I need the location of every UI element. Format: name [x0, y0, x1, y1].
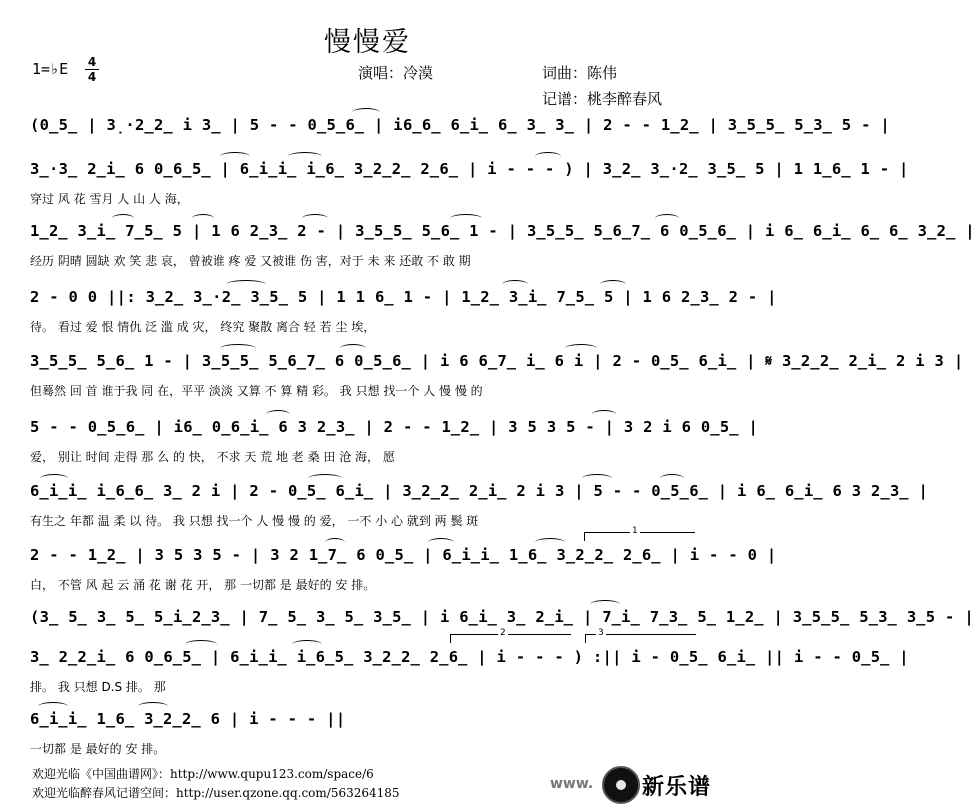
slur-mark	[600, 280, 626, 289]
footer-link-qzone[interactable]: 欢迎光临醉春风记谱空间：http://user.qzone.qq.com/563264185	[32, 786, 400, 800]
music-disc-icon	[602, 766, 640, 804]
score-title: 慢慢爱	[324, 27, 411, 58]
slur-mark	[220, 152, 250, 161]
notation-row: (3̲ 5̲ 3̲ 5̲ 5̲i̲2̲3̲ | 7̲ 5̲ 3̲ 5̲ 3̲5̲ | i 6̲i̲ 3̲ 2̲i̲ | 7̲i̲ 7̲3̲ 5̲ 1̲2̲ | 3̲5̲5̲ 5̲3̲ 3̲5 - |	[30, 608, 974, 626]
notation-row: (0̲5̲ | 3̣·2̲2̲ i 3̲ | 5 - - 0̲5̲6̲ | i6̲6̲ 6̲i̲ 6̲ 3̲ 3̲ | 2 - - 1̲2̲ | 3̲5̲5̲ 5̲3̲ 5 - |	[30, 116, 890, 134]
slur-mark	[302, 214, 328, 223]
slur-mark	[535, 152, 561, 161]
slur-mark	[592, 410, 616, 419]
slur-mark	[226, 280, 266, 289]
slur-mark	[138, 702, 168, 711]
volta-bracket-2	[450, 634, 571, 643]
volta-number-3: 3	[598, 628, 604, 638]
lyrics-row: 白， 不管 风 起 云 涌 花 谢 花 开， 那 一切都 是 最好的 安 排。	[30, 578, 376, 592]
site-logo[interactable]	[550, 762, 735, 808]
time-signature-bottom: 4	[87, 70, 97, 84]
slur-mark	[655, 214, 679, 223]
slur-mark	[38, 702, 68, 711]
slur-mark	[325, 538, 345, 547]
slur-mark	[502, 280, 528, 289]
slur-mark	[192, 214, 214, 223]
notation-row: 2 - 0 0 ||: 3̲2̲ 3̲·2̲ 3̲5̲ 5 | 1 1 6̲ 1 - | 1̲2̲ 3̲i̲ 7̲5̲ 5 | 1 6 2̲3̲ 2 - |	[30, 288, 777, 306]
slur-mark	[266, 410, 290, 419]
slur-mark	[428, 538, 454, 547]
lyrics-row: 穿过 风 花 雪月 人 山 人 海，	[30, 192, 189, 206]
notation-row: 6̲i̲i̲ i̲6̲6̲ 3̲ 2 i | 2 - 0̲5̲ 6̲i̲ | 3̲2̲2̲ 2̲i̲ 2 i 3 | 5 - - 0̲5̲6̲ | i 6̲ 6̲i̲ 6 3 2̲3̲ |	[30, 482, 929, 500]
slur-mark	[352, 108, 380, 117]
notation-row: 2 - - 1̲2̲ | 3 5 3 5 - | 3 2 1̲7̲ 6 0̲5̲ | 6̲i̲i̲ 1̲6̲ 3̲2̲2̲ 2̲6̲ | i - - 0 |	[30, 546, 777, 564]
slur-mark	[340, 344, 366, 353]
volta-number-2: 2	[500, 628, 506, 638]
slur-mark	[582, 474, 612, 483]
volta-number-1: 1	[632, 526, 638, 536]
composer-credit: 词曲：陈伟	[542, 64, 618, 82]
logo-url-fragment: www.	[550, 776, 594, 792]
key-signature: 1=♭E	[32, 60, 69, 78]
lyrics-row: 待。 看过 爱 恨 情仇 泛 滥 成 灾， 终究 聚散 离合 轻 若 尘 埃，	[30, 320, 376, 334]
lyrics-row: 但蓦然 回 首 谁于我 同 在，平平 淡淡 又算 不 算 精 彩。 我 只想 找一个 人 慢 慢 的	[30, 384, 483, 398]
slur-mark	[185, 640, 217, 649]
notation-row: 3̲5̲5̲ 5̲6̲ 1 - | 3̲5̲5̲ 5̲6̲7̲ 6 0̲5̲6̲ | i 6 6̲7̲ i̲ 6 i | 2 - 0̲5̲ 6̲i̲ | 𝄋 3̲2̲2̲ 2̲i̲ 2 i 3 |	[30, 352, 964, 370]
logo-text: 新乐谱	[642, 775, 712, 800]
notation-row: 6̲i̲i̲ 1̲6̲ 3̲2̲2̲ 6 | i - - - ||	[30, 710, 346, 728]
slur-mark	[40, 474, 68, 483]
singer-credit: 演唱：冷漠	[358, 64, 434, 82]
slur-mark	[220, 344, 256, 353]
lyrics-row: 爱， 别让 时间 走得 那 么 的 快， 不求 天 荒 地 老 桑 田 沧 海， 愿	[30, 450, 395, 464]
recorder-credit: 记谱：桃李醉春风	[542, 90, 663, 108]
time-signature	[85, 56, 99, 83]
lyrics-row: 排。 我 只想 D.S 排。 那	[30, 680, 166, 694]
slur-mark	[565, 344, 597, 353]
footer-link-qupu[interactable]: 欢迎光临《中国曲谱网》：http://www.qupu123.com/space/6	[32, 767, 374, 781]
lyrics-row: 经历 阴晴 圆缺 欢 笑 悲 哀， 曾被谁 疼 爱 又被谁 伤 害，对于 未 来 还敢 不 敢 期	[30, 254, 471, 268]
time-signature-top: 4	[87, 55, 97, 69]
slur-mark	[660, 474, 684, 483]
notation-row: 1̲2̲ 3̲i̲ 7̲5̲ 5 | 1 6 2̲3̲ 2 - | 3̲5̲5̲ 5̲6̲ 1 - | 3̲5̲5̲ 5̲6̲7̲ 6 0̲5̲6̲ | i 6̲ 6̲i̲ 6̲ 6̲ 3̲2̲ |	[30, 222, 975, 240]
lyrics-row: 有生之 年都 温 柔 以 待。 我 只想 找一个 人 慢 慢 的 爱， 一不 小 心 就到 两 鬓 斑	[30, 514, 479, 528]
slur-mark	[308, 474, 342, 483]
slur-mark	[288, 152, 322, 161]
lyrics-row: 一切都 是 最好的 安 排。	[30, 742, 166, 756]
slur-mark	[292, 640, 322, 649]
slur-mark	[112, 214, 134, 223]
slur-mark	[535, 538, 565, 547]
notation-row: 5 - - 0̲5̲6̲ | i6̲ 0̲6̲i̲ 6 3 2̲3̲ | 2 - - 1̲2̲ | 3 5 3 5 - | 3 2 i 6 0̲5̲ |	[30, 418, 759, 436]
slur-mark	[450, 214, 482, 223]
notation-row: 3̲·3̲ 2̲i̲ 6 0̲6̲5̲ | 6̲i̲i̲ i̲6̲ 3̲2̲2̲ 2̲6̲ | i - - - ) | 3̲2̲ 3̲·2̲ 3̲5̲ 5 | 1 1̲6̲ 1 - |	[30, 160, 909, 178]
slur-mark	[590, 600, 620, 609]
notation-row: 3̲ 2̲2̲i̲ 6 0̲6̲5̲ | 6̲i̲i̲ i̲6̲5̲ 3̲2̲2̲ 2̲6̲ | i - - - ) :|| i - 0̲5̲ 6̲i̲ || i - - 0̲5̲ |	[30, 648, 909, 666]
